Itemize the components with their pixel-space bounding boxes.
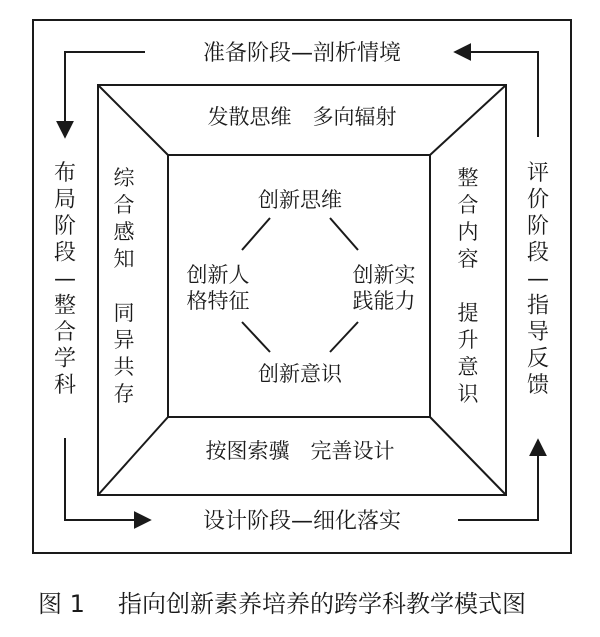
stage-left-label-text: 布局阶段—整合学科	[53, 161, 77, 398]
arrow-bottom-to-right	[458, 440, 538, 520]
stage-right-label	[527, 161, 549, 398]
trapezoid-right-col2	[458, 301, 480, 406]
stage-top-label: 准备阶段—剖析情境	[202, 41, 402, 66]
arrow-top-to-left	[65, 52, 145, 137]
trapezoid-left-col2	[114, 301, 135, 406]
trapezoid-right-col1-text: 整合内容	[457, 166, 479, 271]
core-right-label-line1: 创新实	[352, 263, 416, 287]
trapezoid-bottom-label: 按图索骥 完善设计	[205, 439, 395, 463]
figure-caption: 指向创新素养培养的跨学科教学模式图	[118, 590, 526, 618]
stage-bottom-label: 设计阶段—细化落实	[202, 509, 402, 534]
core-top-label: 创新思维	[258, 188, 342, 212]
diagonal-bottom-right	[430, 417, 506, 495]
trapezoid-top-label: 发散思维 多向辐射	[207, 105, 397, 129]
core-right-label-line2: 践能力	[352, 289, 416, 313]
trapezoid-left-col1-text: 综合感知	[113, 166, 135, 271]
stage-left-label	[54, 161, 76, 398]
figure-number: 图 1	[38, 590, 85, 618]
diagonal-bottom-left	[98, 417, 168, 495]
diagonal-top-left	[98, 85, 168, 155]
core-link-bottom-right	[330, 322, 358, 352]
core-link-top-right	[330, 218, 358, 250]
core-link-top-left	[242, 218, 270, 250]
trapezoid-right-col1	[458, 166, 479, 271]
stage-right-label-text: 评价阶段—指导反馈	[526, 161, 550, 398]
trapezoid-right-col2-text: 提升意识	[457, 301, 479, 406]
core-left-label-line1: 创新人	[186, 263, 250, 287]
diagonal-top-right	[430, 85, 506, 155]
trapezoid-left-col2-text: 同异共存	[113, 301, 135, 406]
core-link-bottom-left	[242, 322, 270, 352]
core-left-label-line2: 格特征	[186, 289, 250, 313]
trapezoid-left-col1	[114, 166, 136, 271]
core-bottom-label: 创新意识	[258, 362, 342, 386]
